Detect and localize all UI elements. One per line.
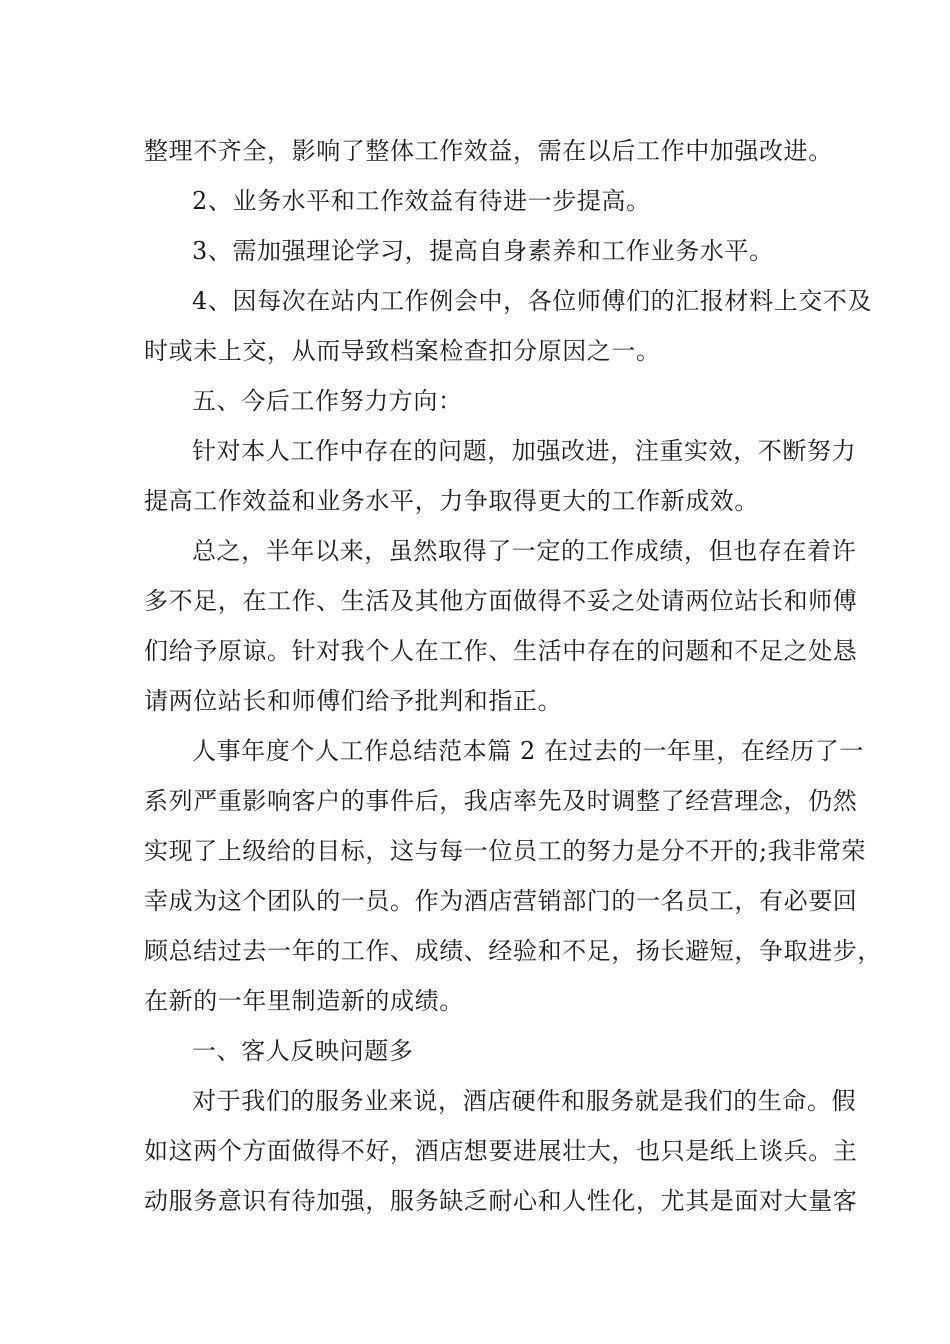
text-line: 4、因每次在站内工作例会中，各位师傅们的汇报材料上交不及	[192, 287, 873, 315]
text-line: 顾总结过去一年的工作、成绩、经验和不足，扬长避短，争取进步，	[144, 937, 882, 965]
text-line: 多不足，在工作、生活及其他方面做得不妥之处请两位站长和师傅	[144, 587, 858, 615]
text-line: 动服务意识有待加强，服务缺乏耐心和人性化，尤其是面对大量客	[144, 1187, 858, 1215]
text-line: 人事年度个人工作总结范本篇 2 在过去的一年里，在经历了一	[192, 737, 864, 765]
text-line: 请两位站长和师傅们给予批判和指正。	[144, 687, 563, 715]
text-line: 针对本人工作中存在的问题，加强改进，注重实效，不断努力	[192, 437, 857, 465]
text-line: 幸成为这个团队的一员。作为酒店营销部门的一名员工，有必要回	[144, 887, 858, 915]
section-heading: 五、今后工作努力方向：	[192, 387, 463, 415]
text-line: 3、需加强理论学习，提高自身素养和工作业务水平。	[192, 237, 774, 265]
text-line: 总之，半年以来，虽然取得了一定的工作成绩，但也存在着许	[192, 537, 857, 565]
text-line: 整理不齐全，影响了整体工作效益，需在以后工作中加强改进。	[144, 137, 833, 165]
text-line: 们给予原谅。针对我个人在工作、生活中存在的问题和不足之处恳	[144, 637, 858, 665]
text-line: 对于我们的服务业来说，酒店硬件和服务就是我们的生命。假	[192, 1087, 857, 1115]
text-line: 在新的一年里制造新的成绩。	[144, 987, 464, 1015]
section-heading: 一、客人反映问题多	[192, 1037, 414, 1065]
text-line: 时或未上交，从而导致档案检查扣分原因之一。	[144, 337, 661, 365]
text-line: 2、业务水平和工作效益有待进一步提高。	[192, 187, 651, 215]
text-line: 系列严重影响客户的事件后，我店率先及时调整了经营理念，仍然	[144, 787, 858, 815]
text-line: 提高工作效益和业务水平，力争取得更大的工作新成效。	[144, 487, 759, 515]
text-line: 如这两个方面做得不好，酒店想要进展壮大，也只是纸上谈兵。主	[144, 1137, 858, 1165]
text-line: 实现了上级给的目标，这与每一位员工的努力是分不开的;我非常荣	[144, 837, 867, 865]
